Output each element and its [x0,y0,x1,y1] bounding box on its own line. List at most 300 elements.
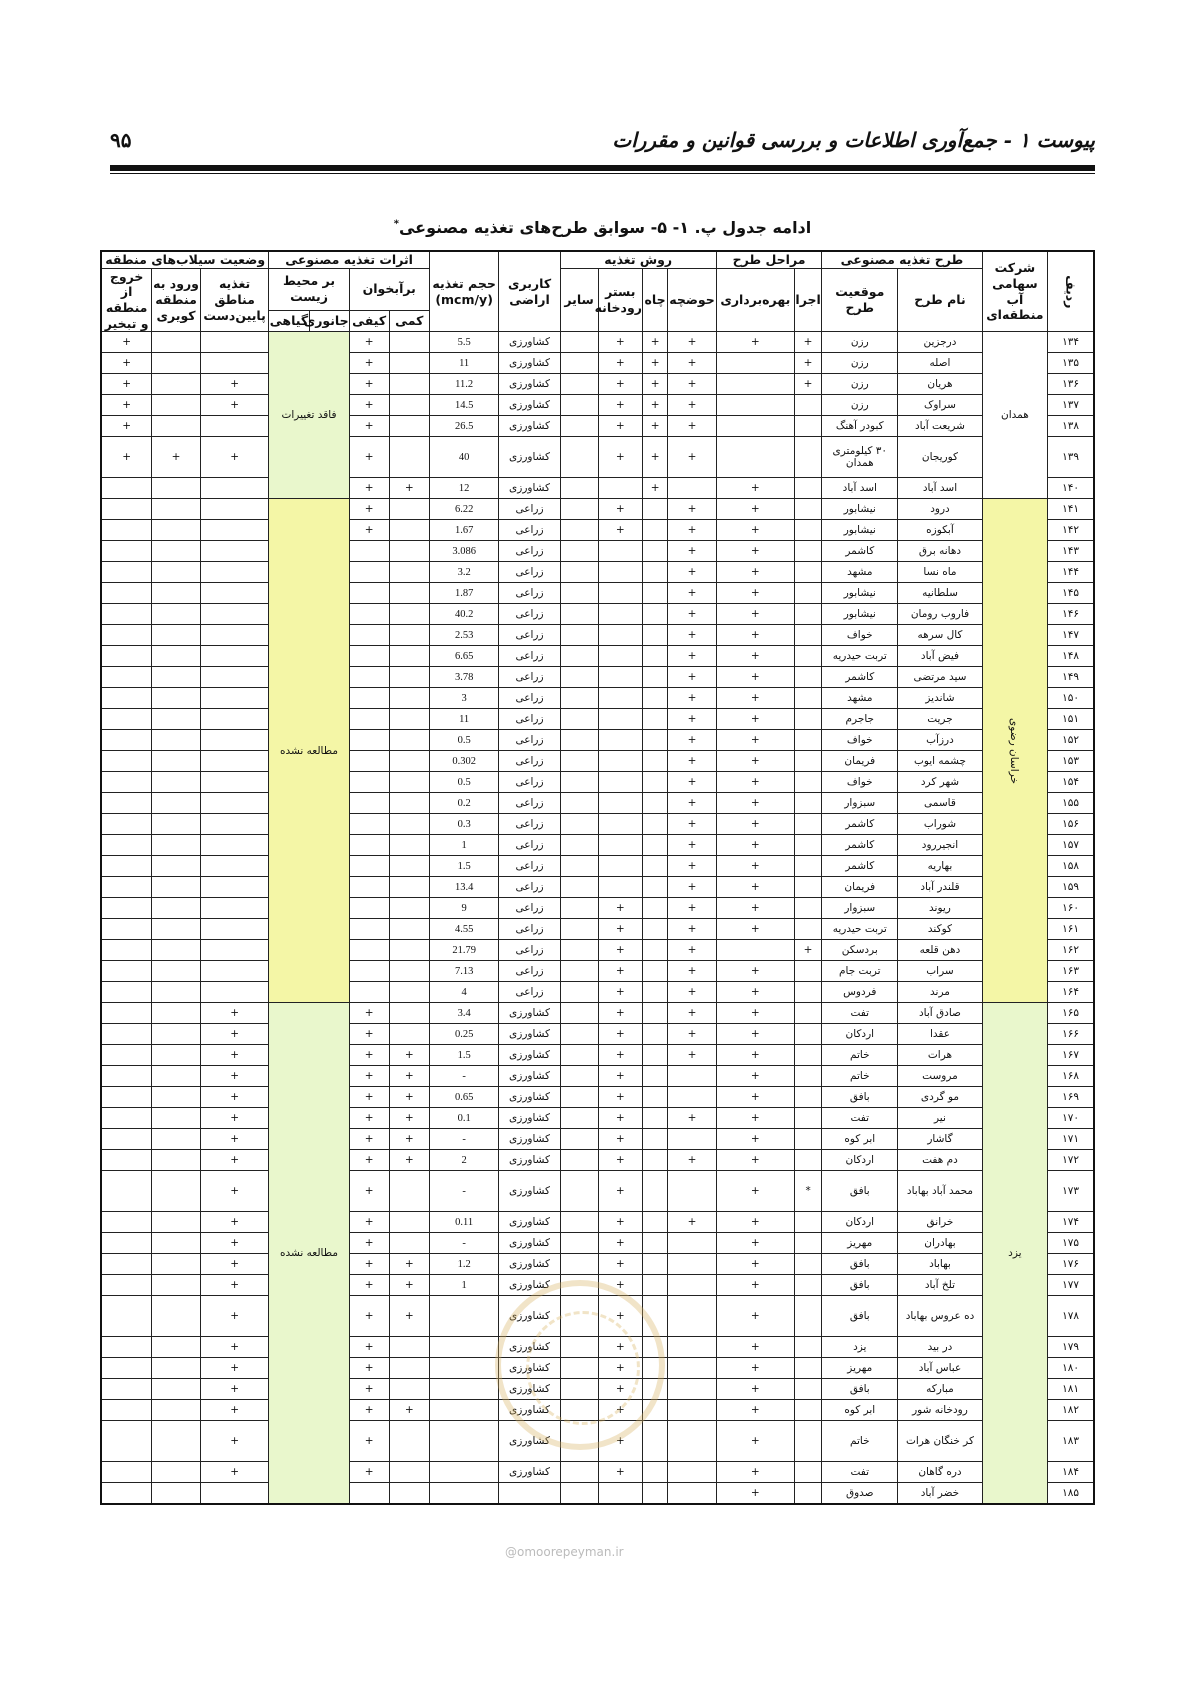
riverbed-cell: + [598,374,642,395]
other-cell [560,604,598,625]
desert-in-cell [152,835,201,856]
execution-cell [794,416,821,437]
col-landuse: کاربری اراضی [499,251,560,332]
downstream-cell: + [200,1275,269,1296]
exit-evap-cell [101,562,152,583]
exit-evap-cell [101,1358,152,1379]
scheme-location-cell: کاشمر [822,856,898,877]
scheme-name-cell: مبارکه [898,1379,982,1400]
col-quality: کیفی [349,310,389,332]
volume-cell [429,1462,499,1483]
quantity-cell [389,688,429,709]
table-row [101,1212,1094,1233]
execution-cell [794,604,821,625]
exit-evap-cell [101,730,152,751]
quality-cell: + [349,1400,389,1421]
other-cell [560,499,598,520]
scheme-name-cell: مرند [898,982,982,1003]
quantity-cell [389,395,429,416]
operation-cell: + [716,793,794,814]
quantity-cell [389,1212,429,1233]
scheme-name-cell: دم هفت [898,1150,982,1171]
table-row [101,961,1094,982]
landuse-cell: زراعی [499,898,560,919]
other-cell [560,1003,598,1024]
exit-evap-cell: + [101,395,152,416]
desert-in-cell [152,688,201,709]
row-number-cell: ۱۵۵ [1048,793,1094,814]
table-row [101,1108,1094,1129]
other-cell [560,1483,598,1505]
scheme-name-cell: صادق آباد [898,1003,982,1024]
desert-in-cell [152,1296,201,1337]
operation-cell [716,374,794,395]
execution-cell [794,1150,821,1171]
scheme-location-cell: نیشابور [822,520,898,541]
quantity-cell [389,499,429,520]
row-number-cell: ۱۵۲ [1048,730,1094,751]
execution-cell [794,1066,821,1087]
operation-cell: + [716,1379,794,1400]
scheme-name-cell: بهادران [898,1233,982,1254]
well-cell [642,772,667,793]
quantity-cell [389,1358,429,1379]
downstream-cell [200,688,269,709]
desert-in-cell [152,751,201,772]
well-cell [642,1212,667,1233]
row-number-cell: ۱۷۵ [1048,1233,1094,1254]
riverbed-cell [598,562,642,583]
desert-in-cell [152,1254,201,1275]
table-row [101,1171,1094,1212]
scheme-location-cell: کاشمر [822,667,898,688]
well-cell [642,877,667,898]
volume-cell: 4 [429,982,499,1003]
volume-cell: 40.2 [429,604,499,625]
riverbed-cell: + [598,437,642,478]
table-title-footnote-mark: * [393,218,399,230]
quality-cell: + [349,1296,389,1337]
landuse-cell: کشاورزی [499,1254,560,1275]
exit-evap-cell [101,1066,152,1087]
basin-cell [668,1462,717,1483]
table-row [101,688,1094,709]
execution-cell: * [794,1171,821,1212]
execution-cell [794,877,821,898]
quantity-cell [389,919,429,940]
downstream-cell [200,625,269,646]
other-cell [560,1337,598,1358]
riverbed-cell: + [598,353,642,374]
scheme-location-cell: بافق [822,1275,898,1296]
scheme-location-cell: جاجرم [822,709,898,730]
operation-cell: + [716,751,794,772]
basin-cell [668,1171,717,1212]
desert-in-cell [152,604,201,625]
desert-in-cell [152,1108,201,1129]
well-cell [642,1337,667,1358]
basin-cell: + [668,835,717,856]
table-row [101,1400,1094,1421]
downstream-cell: + [200,1358,269,1379]
other-cell [560,437,598,478]
downstream-cell [200,478,269,499]
execution-cell [794,1483,821,1505]
exit-evap-cell [101,751,152,772]
volume-cell: 4.55 [429,919,499,940]
scheme-name-cell: سراب [898,961,982,982]
exit-evap-cell [101,478,152,499]
table-row [101,1129,1094,1150]
basin-cell: + [668,751,717,772]
company-cell: یزد [982,1003,1047,1505]
scheme-name-cell: شوراب [898,814,982,835]
downstream-cell [200,709,269,730]
basin-cell: + [668,667,717,688]
operation-cell: + [716,1066,794,1087]
environment-effect-cell: مطالعه نشده [269,1003,349,1505]
desert-in-cell [152,709,201,730]
basin-cell [668,1337,717,1358]
exit-evap-cell [101,1024,152,1045]
table-row [101,1483,1094,1505]
other-cell [560,395,598,416]
table-row [101,541,1094,562]
downstream-cell: + [200,1045,269,1066]
riverbed-cell: + [598,961,642,982]
row-number-cell: ۱۸۱ [1048,1379,1094,1400]
landuse-cell: کشاورزی [499,1150,560,1171]
scheme-name-cell: هرات [898,1045,982,1066]
riverbed-cell: + [598,1337,642,1358]
environment-effect-cell: مطالعه نشده [269,499,349,1003]
downstream-cell [200,499,269,520]
landuse-cell: زراعی [499,772,560,793]
exit-evap-cell [101,1337,152,1358]
execution-cell [794,1358,821,1379]
riverbed-cell [598,709,642,730]
execution-cell [794,1296,821,1337]
downstream-cell [200,772,269,793]
operation-cell: + [716,919,794,940]
riverbed-cell: + [598,1003,642,1024]
exit-evap-cell [101,1275,152,1296]
table-row [101,856,1094,877]
volume-cell: 0.25 [429,1024,499,1045]
scheme-name-cell: کال سرهه [898,625,982,646]
quantity-cell [389,541,429,562]
scheme-location-cell: تفت [822,1108,898,1129]
other-cell [560,1129,598,1150]
col-row-number: ردیف [1048,251,1094,332]
scheme-name-cell: کوکند [898,919,982,940]
riverbed-cell: + [598,1108,642,1129]
scheme-location-cell: رزن [822,332,898,353]
riverbed-cell [598,856,642,877]
execution-cell [794,814,821,835]
quality-cell: + [349,332,389,353]
table-row [101,730,1094,751]
quality-cell: + [349,1087,389,1108]
col-basin: حوضچه [668,268,717,332]
volume-cell: 12 [429,478,499,499]
exit-evap-cell [101,604,152,625]
table-row [101,877,1094,898]
other-cell [560,709,598,730]
quality-cell: + [349,374,389,395]
scheme-location-cell: صدوق [822,1483,898,1505]
downstream-cell: + [200,1462,269,1483]
row-number-cell: ۱۶۳ [1048,961,1094,982]
riverbed-cell: + [598,1129,642,1150]
scheme-location-cell: نیشابور [822,499,898,520]
landuse-cell: زراعی [499,688,560,709]
desert-in-cell [152,1171,201,1212]
riverbed-cell [598,646,642,667]
exit-evap-cell [101,1379,152,1400]
desert-in-cell [152,1024,201,1045]
row-number-cell: ۱۸۳ [1048,1421,1094,1462]
desert-in-cell [152,478,201,499]
scheme-location-cell: سبزوار [822,793,898,814]
desert-in-cell [152,1483,201,1505]
desert-in-cell [152,1129,201,1150]
other-cell [560,688,598,709]
execution-cell [794,709,821,730]
quality-cell: + [349,1045,389,1066]
table-title-text: ادامه جدول پ. ۱- ۵- سوابق طرح‌های تغذیه مصنوعی [398,218,812,237]
landuse-cell: کشاورزی [499,1337,560,1358]
exit-evap-cell [101,1400,152,1421]
operation-cell: + [716,1045,794,1066]
scheme-name-cell: ده عروس بهاباد [898,1296,982,1337]
volume-cell [429,1296,499,1337]
quality-cell: + [349,520,389,541]
row-number-cell: ۱۶۲ [1048,940,1094,961]
quantity-cell [389,793,429,814]
well-cell [642,499,667,520]
execution-cell [794,772,821,793]
well-cell [642,1275,667,1296]
landuse-cell: زراعی [499,730,560,751]
other-cell [560,583,598,604]
operation-cell: + [716,772,794,793]
downstream-cell [200,646,269,667]
downstream-cell [200,730,269,751]
table-row [101,478,1094,499]
riverbed-cell [598,877,642,898]
quality-cell [349,919,389,940]
operation-cell: + [716,1024,794,1045]
basin-cell: + [668,562,717,583]
row-number-cell: ۱۶۴ [1048,982,1094,1003]
quality-cell: + [349,1129,389,1150]
exit-evap-cell [101,1212,152,1233]
quantity-cell [389,562,429,583]
col-animal: جانوری [309,310,349,332]
exit-evap-cell [101,1462,152,1483]
basin-cell: + [668,374,717,395]
basin-cell: + [668,688,717,709]
quantity-cell [389,709,429,730]
other-cell [560,856,598,877]
quality-cell [349,1483,389,1505]
volume-cell: 21.79 [429,940,499,961]
quantity-cell [389,583,429,604]
scheme-location-cell: سبزوار [822,898,898,919]
landuse-cell: کشاورزی [499,1066,560,1087]
well-cell [642,1171,667,1212]
exit-evap-cell [101,940,152,961]
execution-cell [794,730,821,751]
other-cell [560,562,598,583]
quality-cell: + [349,1233,389,1254]
landuse-cell: کشاورزی [499,1421,560,1462]
volume-cell: - [429,1233,499,1254]
scheme-name-cell: اصله [898,353,982,374]
operation-cell: + [716,1233,794,1254]
col-group-flood: وضعیت سیلاب‌های منطقه [101,251,269,268]
scheme-name-cell: هریان [898,374,982,395]
riverbed-cell: + [598,1462,642,1483]
scheme-name-cell: خضر آباد [898,1483,982,1505]
watermark-url: @omoorepeyman.ir [505,1545,624,1559]
volume-cell: 7.13 [429,961,499,982]
scheme-location-cell: کبودر آهنگ [822,416,898,437]
execution-cell [794,961,821,982]
volume-cell: 0.11 [429,1212,499,1233]
volume-cell: 1.87 [429,583,499,604]
operation-cell: + [716,1483,794,1505]
exit-evap-cell [101,541,152,562]
row-number-cell: ۱۴۳ [1048,541,1094,562]
desert-in-cell [152,541,201,562]
downstream-cell: + [200,1337,269,1358]
other-cell [560,751,598,772]
table-row [101,395,1094,416]
quantity-cell: + [389,1045,429,1066]
scheme-name-cell: سراوک [898,395,982,416]
scheme-location-cell: رزن [822,374,898,395]
scheme-name-cell: انجیررود [898,835,982,856]
volume-cell: 2.53 [429,625,499,646]
execution-cell [794,1108,821,1129]
riverbed-cell [598,625,642,646]
basin-cell: + [668,499,717,520]
scheme-location-cell: ابر کوه [822,1400,898,1421]
volume-cell: 2 [429,1150,499,1171]
col-group-stages: مراحل طرح [716,251,822,268]
riverbed-cell: + [598,1045,642,1066]
downstream-cell [200,919,269,940]
well-cell [642,1379,667,1400]
riverbed-cell: + [598,1171,642,1212]
well-cell: + [642,416,667,437]
downstream-cell [200,332,269,353]
landuse-cell: زراعی [499,793,560,814]
riverbed-cell: + [598,1087,642,1108]
other-cell [560,1066,598,1087]
basin-cell [668,1358,717,1379]
other-cell [560,1462,598,1483]
landuse-cell: کشاورزی [499,1462,560,1483]
landuse-cell: زراعی [499,835,560,856]
execution-cell [794,751,821,772]
quality-cell [349,982,389,1003]
basin-cell: + [668,541,717,562]
basin-cell: + [668,814,717,835]
downstream-cell [200,541,269,562]
quantity-cell [389,772,429,793]
landuse-cell: زراعی [499,646,560,667]
desert-in-cell [152,898,201,919]
desert-in-cell [152,499,201,520]
row-number-cell: ۱۵۱ [1048,709,1094,730]
scheme-name-cell: تلخ آباد [898,1275,982,1296]
row-number-cell: ۱۳۷ [1048,395,1094,416]
landuse-cell: کشاورزی [499,1212,560,1233]
other-cell [560,625,598,646]
well-cell [642,793,667,814]
landuse-cell: زراعی [499,541,560,562]
row-number-cell: ۱۷۴ [1048,1212,1094,1233]
table-row [101,793,1094,814]
riverbed-cell [598,541,642,562]
operation-cell [716,353,794,374]
basin-cell: + [668,1108,717,1129]
scheme-name-cell: جریت [898,709,982,730]
quantity-cell [389,856,429,877]
page-header [110,128,1095,168]
scheme-location-cell: ابر کوه [822,1129,898,1150]
downstream-cell: + [200,1254,269,1275]
desert-in-cell [152,1087,201,1108]
table-row [101,982,1094,1003]
volume-cell: 11.2 [429,374,499,395]
well-cell [642,1150,667,1171]
scheme-location-cell: تربت حیدریه [822,646,898,667]
col-aquifer: برآبخوان [349,268,429,310]
quality-cell: + [349,1358,389,1379]
scheme-name-cell: اسد آباد [898,478,982,499]
page-number: ۹۵ [110,128,132,152]
landuse-cell: کشاورزی [499,1108,560,1129]
table-row [101,1066,1094,1087]
exit-evap-cell [101,1129,152,1150]
quality-cell: + [349,395,389,416]
landuse-cell [499,1483,560,1505]
volume-cell [429,1421,499,1462]
table-row [101,437,1094,478]
downstream-cell: + [200,1421,269,1462]
desert-in-cell [152,961,201,982]
riverbed-cell [598,772,642,793]
well-cell [642,1462,667,1483]
table-row [101,1003,1094,1024]
other-cell [560,835,598,856]
other-cell [560,332,598,353]
execution-cell: + [794,374,821,395]
volume-cell: 0.1 [429,1108,499,1129]
row-number-cell: ۱۳۶ [1048,374,1094,395]
riverbed-cell [598,793,642,814]
quality-cell [349,667,389,688]
landuse-cell: زراعی [499,709,560,730]
scheme-name-cell: مروست [898,1066,982,1087]
downstream-cell: + [200,1003,269,1024]
operation-cell: + [716,1337,794,1358]
well-cell [642,1066,667,1087]
